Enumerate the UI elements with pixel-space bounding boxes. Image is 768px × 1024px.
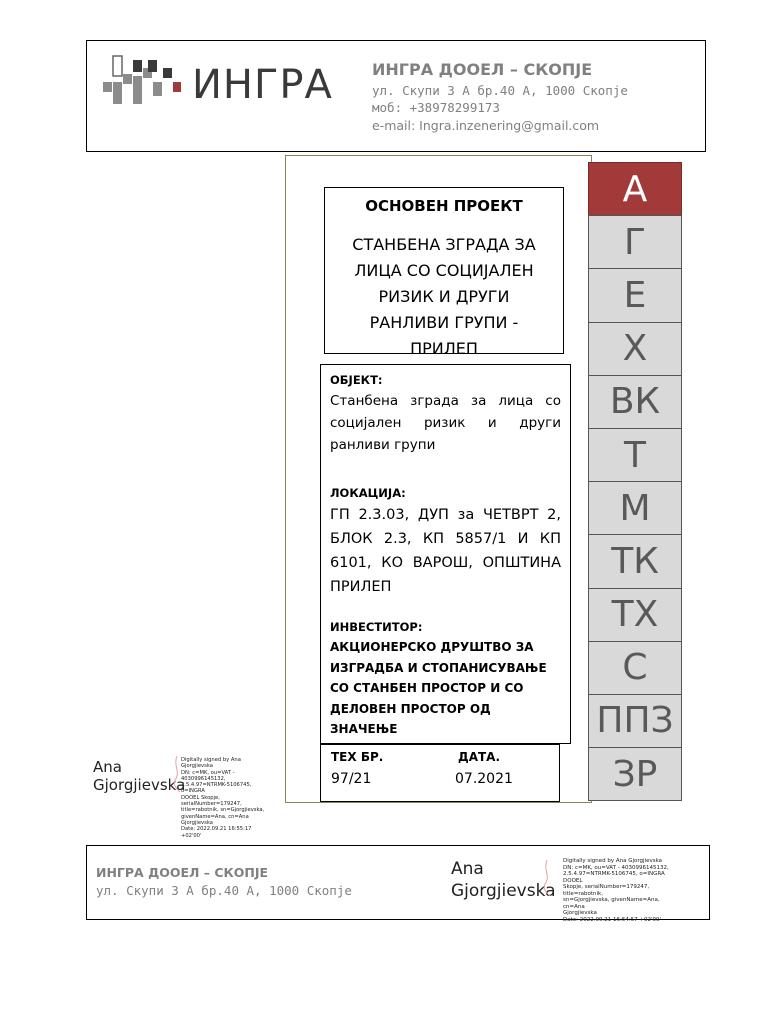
signature-top-first-name: Ana — [93, 758, 122, 776]
tech-date-value: 07.2021 — [455, 771, 513, 787]
title-box — [324, 187, 564, 358]
investor-value: АКЦИОНЕРСКО ДРУШТВО ЗА ИЗГРАДБА И СТОПАНИСУВАЊЕ СО СТАНБЕН ПРОСТОР И СО ДЕЛОВЕН ПРОСТОР ОД ЗНАЧЕЊЕ — [330, 640, 547, 736]
tab-th[interactable]: ТХ — [588, 588, 682, 642]
footer-address: ул. Скупи 3 А бр.40 А, 1000 Скопје — [96, 883, 352, 898]
tab-tk[interactable]: ТК — [588, 534, 682, 588]
tab-zr[interactable]: ЗР — [588, 747, 682, 801]
location-label: ЛОКАЦИЈА: — [330, 486, 406, 500]
tab-h[interactable]: Х — [588, 322, 682, 376]
tab-a[interactable]: А — [588, 162, 682, 216]
tech-box — [320, 744, 560, 802]
info-box — [320, 364, 571, 744]
signature-bottom-last-name: Gjorgjievska — [451, 881, 556, 901]
signature-top-last-name: Gjorgjievska — [93, 776, 186, 794]
tab-vk[interactable]: ВК — [588, 375, 682, 429]
tech-date-label: ДАТА. — [458, 750, 501, 764]
location-value: ГП 2.3.03, ДУП за ЧЕТВРТ 2, БЛОК 2.3, КП 5857/1 И КП 6101, КО ВАРОШ, ОПШТИНА ПРИЛЕП — [330, 507, 561, 595]
tab-t[interactable]: Т — [588, 428, 682, 482]
footer-company: ИНГРА ДООЕЛ – СКОПЈЕ — [96, 865, 269, 880]
section-tabs — [588, 162, 682, 801]
header-company: ИНГРА ДООЕЛ – СКОПЈЕ — [372, 60, 593, 79]
header-phone: моб: +38978299173 — [372, 100, 500, 115]
logo-text: ИНГРА — [192, 62, 333, 108]
signature-bottom-details: Digitally signed by Ana Gjorgjievska DN: c=MK, ou=VAT - 4030996145132, 2.5.4.97=NTRMK-5106745, o=INGRA DOOEL Skopje, serialNumber=179247, title=rabotnik, sn=Gjorgjievska, givenName=Ana, cn=Ana Gjorgjievska Date: 2022.09.21 16:54:57 +02'00' — [563, 858, 669, 923]
object-label: ОБЈЕКТ: — [330, 373, 383, 387]
object-value: Станбена зграда за лица со социјален ризик и други ранливи групи — [330, 393, 561, 453]
signature-top-details: Digitally signed by Ana Gjorgjievska DN: c=MK, ou=VAT - 4030996145132, 2.5.4.97=NTRMK-5106745, o=INGRA DOOEL Skopje, serialNumber=179247, title=rabotnik, sn=Gjorgjievska, givenName=Ana, cn=Ana Gjorgjievska Date: 2022.09.21 16:55:17 +02'00' — [181, 757, 265, 839]
tech-number-value: 97/21 — [331, 771, 372, 787]
signature-swoosh-icon — [541, 858, 553, 898]
header-address: ул. Скупи 3 А бр.40 А, 1000 Скопје — [372, 83, 628, 98]
signature-bottom-first-name: Ana — [451, 859, 484, 879]
project-type-title: ОСНОВЕН ПРОЕКТ — [365, 197, 523, 215]
project-name: СТАНБЕНА ЗГРАДА ЗА ЛИЦА СО СОЦИЈАЛЕН РИЗИК И ДРУГИ РАНЛИВИ ГРУПИ - ПРИЛЕП — [352, 235, 536, 358]
tab-g[interactable]: Г — [588, 215, 682, 269]
tab-s[interactable]: С — [588, 641, 682, 695]
signature-bottom-name — [451, 858, 556, 902]
tab-m[interactable]: М — [588, 481, 682, 535]
tab-ppz[interactable]: ППЗ — [588, 694, 682, 748]
tech-number-label: ТЕХ БР. — [331, 750, 384, 764]
investor-label: ИНВЕСТИТОР: — [330, 620, 423, 634]
tab-e[interactable]: Е — [588, 268, 682, 322]
header-email: e-mail: Ingra.inzenering@gmail.com — [372, 118, 600, 133]
